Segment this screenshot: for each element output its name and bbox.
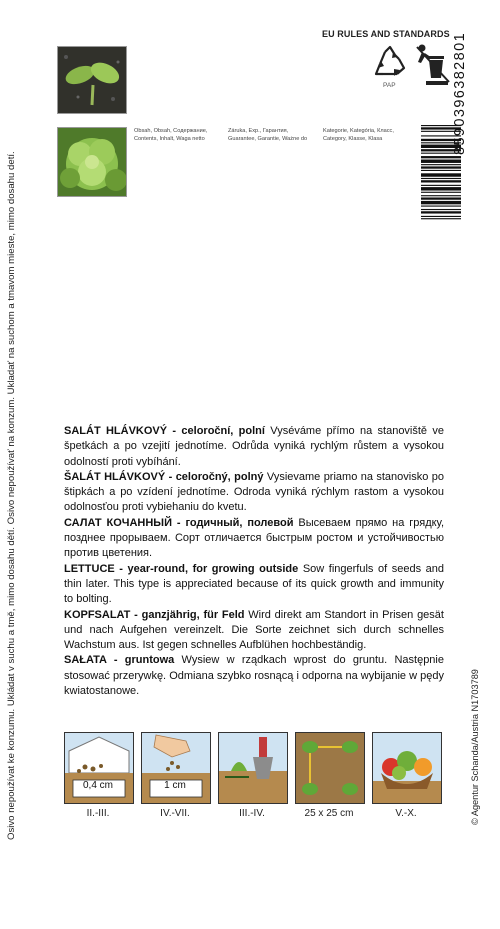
plant-spacing-icon [295,732,365,804]
depth-label-1: 0,4 cm [82,780,113,791]
category-label: Kategorie, Kategória, Класс, Category, Klasse, Klasa [323,128,394,142]
spacing-caption: 25 x 25 cm [304,808,354,819]
eu-rules-heading: EU RULES AND STANDARDS [322,29,450,39]
description-en: LETTUCE - year-round, for growing outside Sow fingerfuls of seeds and thin later. This type is appreciated because of its quick growth and immunity to bolting. [64,562,444,606]
description-sk: ŠALÁT HLÁVKOVÝ - celoročný, polný Vysievame priamo na stanovisko po štipkách a po vzídení jednotíme. Odroda vyniká rýchlym rastom a vysokou odolnosťou proti vybiehaniu do kvetu. [64,470,444,514]
description-de: KOPFSALAT - ganzjährig, für Feld Wird direkt am Standort in Prisen gesät und nach Aufgehen vereinzelt. Die Sorte zeichnet sich durch schnelles Wachstum aus. Ist gegen schnelles Aufblühen hochbeständig. [64,608,444,652]
seedling-photo [57,46,127,114]
harvest-basket-icon [372,732,442,804]
copyright-note: © Agentur Schanda/Austria N1703789 [470,669,480,825]
storage-warning: Osivo nepoužívat ke konzumu. Ukládat v suchu a tmě, mimo dosahu dětí. Osivo nepoužívať na konzum. Ukladať na suchom a tmavom mieste, mimo dosahu detí. [6,151,17,840]
description-pl: SAŁATA - gruntowa Wysiew w rządkach wprost do gruntu. Następnie stosować przerywkę. Odmiana szybko rosnącą i odporna na wybijanie w pędy kwiatostanowe. [64,654,444,698]
recycle-icon [372,44,408,80]
barcode-number: 8590396382801 [452,31,468,155]
sowing-depth-outdoor-icon [141,732,211,804]
lettuce-photo [57,127,127,197]
sowing-depth-indoor-icon [64,732,134,804]
trash-bin-icon [412,42,452,86]
thinning-icon [218,732,288,804]
month-range-4: V.-X. [395,808,417,819]
month-range-2: IV.-VII. [160,808,190,819]
contents-label: Obsah, Obsah, Содержание, Contents, Inhalt, Waga netto [134,128,208,142]
description-cz: SALÁT HLÁVKOVÝ - celoroční, polní Vyséváme přímo na stanoviště ve špetkách a po vzejití jednotíme. Odrůda vyniká rychlým růstem a vysokou odolností proti vybíhání. [64,425,444,468]
pap-label: PAP [383,82,396,89]
guarantee-label: Záruka, Exp., Гарантия, Guarantee, Garantie, Ważne do [228,128,308,142]
month-range-3: III.-IV. [239,808,265,819]
description-ru: САЛАТ КОЧАННЫЙ - годичный, полевой Высеваем прямо на грядку, позднее прорываем. Сорт отличается быстрым ростом и устойчивостью против цветения. [64,516,444,560]
month-range-1: II.-III. [86,808,110,819]
depth-label-2: 1 cm [164,780,186,791]
product-descriptions [64,424,444,699]
